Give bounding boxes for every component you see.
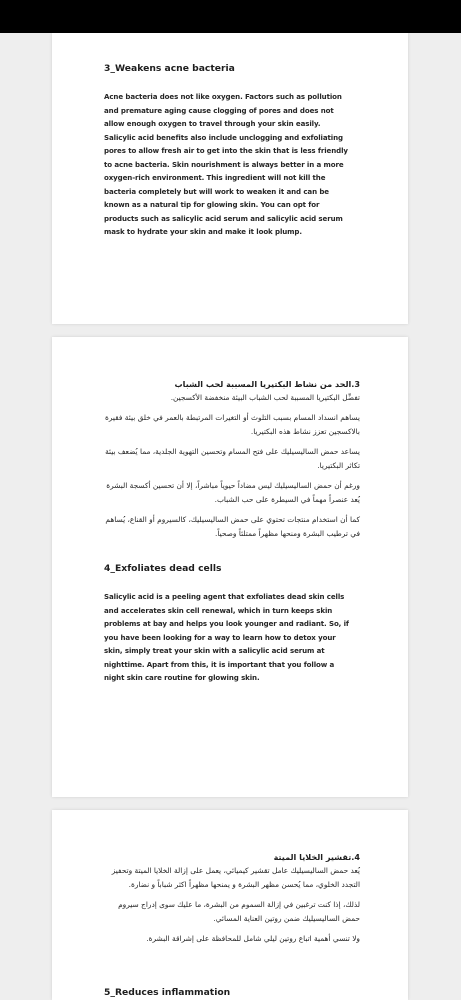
document-page-2 [52,337,408,797]
arabic-paragraph: ولا تنسي أهمية اتباع روتين ليلي شامل للمحافظة على إشراقة البشرة. [146,934,360,943]
section-heading-reduces-inflammation: 5_Reduces inflammation [104,987,231,998]
arabic-paragraph: لذلك، إذا كنت ترغبين في إزالة السموم من البشرة، ما عليك سوى إدراج سيروم حمض الساليسيليك ضمن روتين العناية المسائي. [118,900,360,923]
section-paragraph-exfoliates-dead-cells: Salicylic acid is a peeling agent that exfoliates dead skin cells and accelerates skin cell renewal, which in turn keeps skin problems at bay and helps you look younger and radiant. So, if you have been looking for a way to learn how to detox your skin, simply treat your skin with a salicylic acid serum at nighttime. Apart from this, it is important that you follow a night skin care routine for glowing skin. [104,592,349,682]
arabic-paragraph: يُعد حمض الساليسيليك عامل تقشير كيميائي، يعمل على إزالة الخلايا الميتة وتحفيز التجدد الخلوي، مما يُحسن مظهر البشرة و يمنحها مظهراً اكثر شباباً و نضارة. [111,866,360,889]
arabic-paragraph: يساهم انسداد المسام بسبب التلوث أو التغيرات المرتبطة بالعمر في خلق بيئة فقيرة بالاكسجين تعزز نشاط هذه البكتيريا. [104,413,360,436]
arabic-heading-3: 3.الحد من نشاط البكتيريا المسببة لحب الشباب [174,379,360,389]
section-paragraph-weakens-acne-bacteria: Acne bacteria does not like oxygen. Factors such as pollution and premature aging cause clogging of pores and does not allow enough oxygen to travel through your skin easily. Salicylic acid benefits also include unclogging and exfoliating pores to allow fresh air to get into the skin that is less friendly to acne bacteria. Skin nourishment is always better in a more oxygen-rich environment. This ingredient will not kill the bacteria completely but will work to weaken it and can be known as a natural tip for glowing skin. You can opt for products such as salicylic acid serum and salicylic acid serum mask to hydrate your skin and make it look plump. [104,92,348,236]
arabic-section-3 [104,377,360,547]
arabic-section-4 [104,850,360,952]
document-page-1 [52,33,408,324]
document-page-3 [52,810,408,1000]
section-heading-weakens-acne-bacteria: 3_Weakens acne bacteria [104,63,235,74]
arabic-paragraph: تفضِّل البكتيريا المسببة لحب الشباب البيئة منخفضة الأكسجين. [170,393,360,402]
arabic-heading-4: 4.تقشير الخلايا الميتة [273,852,360,862]
status-bar [0,0,461,33]
arabic-paragraph: يساعد حمض الساليسيليك على فتح المسام وتحسين التهوية الجلدية، مما يُضعف بيئة تكاثر البكتيريا. [105,447,360,470]
section-heading-exfoliates-dead-cells: 4_Exfoliates dead cells [104,563,222,574]
arabic-paragraph: كما أن استخدام منتجات تحتوي على حمض الساليسيليك، كالسيروم أو القناع، يُساهم في ترطيب البشرة ومنحها مظهراً ممتلئاً وصحياً. [105,515,360,538]
arabic-paragraph: ورغم أن حمض الساليسيليك ليس مضاداً حيوياً مباشراً، إلا أن تحسين أكسجة البشرة يُعد عنصراً مهماً في السيطرة على حب الشباب. [106,481,360,504]
